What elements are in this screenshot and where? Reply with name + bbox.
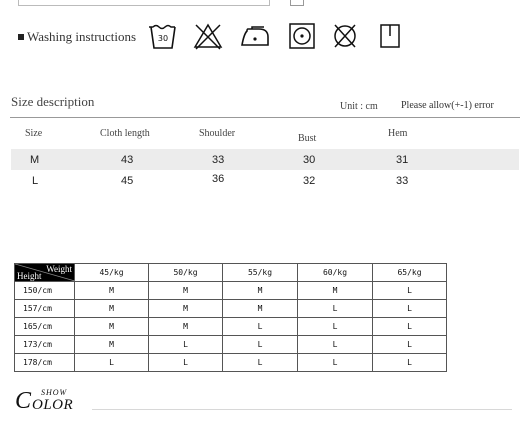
top-marker (290, 0, 304, 6)
weight-header: 60/kg (298, 264, 373, 282)
size-value: L (298, 300, 373, 318)
error-note: Please allow(+-1) error (401, 100, 494, 111)
tumble-dry-icon (286, 20, 318, 52)
size-cell: 33 (212, 154, 225, 166)
height-label: 173/cm (15, 336, 75, 354)
size-value: L (75, 354, 149, 372)
size-value: L (298, 354, 373, 372)
table-row (15, 282, 447, 300)
size-value: L (373, 354, 447, 372)
size-cell: M (30, 154, 40, 166)
washing-label: Washing instructions (27, 29, 137, 44)
corner-weight-label: Weight (46, 264, 72, 274)
size-value: L (298, 336, 373, 354)
size-value: M (149, 318, 223, 336)
size-value: L (223, 318, 298, 336)
wash-temperature: 30 (157, 34, 169, 43)
size-header-length: Cloth length (100, 128, 150, 139)
no-dry-clean-icon (329, 20, 361, 52)
size-value: M (149, 282, 223, 300)
size-value: L (373, 282, 447, 300)
height-label: 150/cm (15, 282, 75, 300)
size-value: M (75, 282, 149, 300)
size-row-highlight (11, 149, 519, 170)
table-row (15, 318, 447, 336)
size-value: L (223, 354, 298, 372)
size-value: L (373, 336, 447, 354)
table-row (15, 336, 447, 354)
table-header-row (15, 264, 447, 282)
height-label: 157/cm (15, 300, 75, 318)
washing-bullet (18, 34, 24, 40)
size-value: M (75, 336, 149, 354)
weight-header: 50/kg (149, 264, 223, 282)
weight-height-table (14, 263, 447, 372)
no-bleach-icon (192, 20, 224, 52)
size-value: M (298, 282, 373, 300)
size-value: M (75, 318, 149, 336)
size-cell: 32 (303, 175, 316, 187)
size-value: M (223, 300, 298, 318)
size-value: L (373, 318, 447, 336)
weight-header: 45/kg (75, 264, 149, 282)
size-cell: L (32, 175, 39, 187)
table-corner (15, 264, 75, 282)
size-cell: 36 (212, 173, 225, 185)
height-label: 165/cm (15, 318, 75, 336)
size-value: L (373, 300, 447, 318)
top-frame (18, 0, 270, 6)
size-cell: 43 (121, 154, 134, 166)
size-cell: 30 (303, 154, 316, 166)
size-divider (10, 117, 520, 118)
color-letter-c: C (15, 388, 32, 414)
size-cell: 33 (396, 175, 409, 187)
size-header-hem: Hem (388, 128, 408, 139)
low-iron-icon (239, 20, 271, 52)
height-label: 178/cm (15, 354, 75, 372)
table-row (15, 300, 447, 318)
size-header-bust: Bust (298, 133, 317, 144)
weight-header: 65/kg (373, 264, 447, 282)
size-value: M (223, 282, 298, 300)
table-row (15, 354, 447, 372)
unit-label: Unit : cm (340, 101, 378, 112)
size-title: Size description (11, 94, 95, 109)
size-cell: 45 (121, 175, 134, 187)
wash-30-icon (147, 20, 179, 52)
line-dry-icon (374, 20, 406, 52)
size-value: L (149, 336, 223, 354)
color-letters: OLOR (32, 397, 74, 413)
footer-divider (92, 409, 512, 410)
size-header-size: Size (25, 128, 43, 139)
size-cell: 31 (396, 154, 409, 166)
weight-header: 55/kg (223, 264, 298, 282)
size-value: L (223, 336, 298, 354)
size-value: M (75, 300, 149, 318)
size-value: L (298, 318, 373, 336)
size-header-shoulder: Shoulder (199, 128, 236, 139)
size-value: L (149, 354, 223, 372)
size-value: M (149, 300, 223, 318)
show-label: SHOW (41, 388, 68, 397)
corner-height-label: Height (17, 271, 42, 281)
